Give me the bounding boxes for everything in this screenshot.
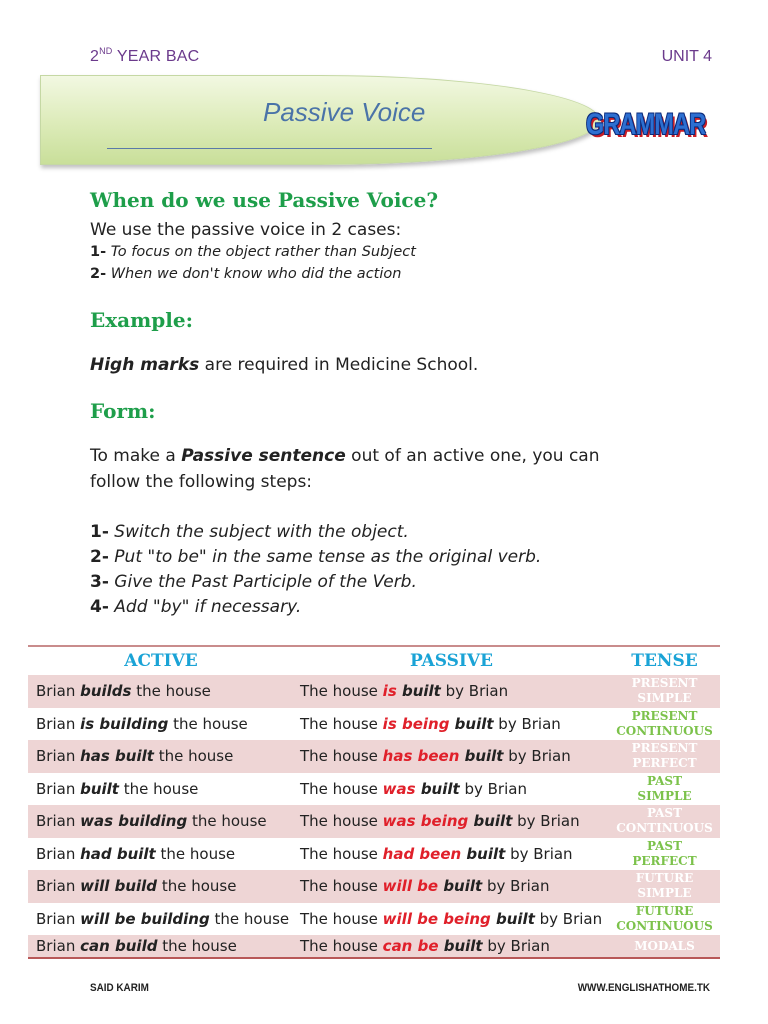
when-intro: We use the passive voice in 2 cases:	[90, 220, 402, 240]
tense-cell: PRESENT SIMPLE	[631, 676, 698, 706]
tense-cell: PRESENT PERFECT	[631, 741, 698, 771]
case-item: 1- To focus on the object rather than Subject	[90, 244, 416, 260]
form-heading: Form:	[90, 399, 156, 423]
passive-cell: The house had been built by Brian	[300, 844, 573, 863]
passive-cell: The house is built by Brian	[300, 682, 509, 701]
tense-cell: PAST CONTINUOUS	[616, 806, 713, 836]
active-cell: Brian is building the house	[36, 714, 248, 733]
table-row	[28, 870, 720, 903]
table-bottom-border	[28, 957, 720, 959]
table-row	[28, 805, 720, 838]
case-item: 2- When we don't know who did the action	[90, 266, 402, 282]
active-cell: Brian was building the house	[36, 812, 267, 831]
passive-cell: The house will be built by Brian	[300, 877, 550, 896]
header-tense: TENSE	[631, 650, 698, 671]
page-title: Passive Voice	[263, 97, 426, 127]
tense-cell: MODALS	[634, 938, 695, 953]
year-text: YEAR BAC	[112, 48, 200, 65]
table-header-row	[28, 647, 720, 675]
year-number: 2	[90, 48, 100, 65]
example-sentence: High marks are required in Medicine School.	[90, 355, 479, 375]
class-level-label	[90, 48, 199, 66]
tense-cell: FUTURE CONTINUOUS	[616, 903, 713, 933]
step-item: 1- Switch the subject with the object.	[90, 522, 409, 542]
passive-cell: The house was being built by Brian	[300, 812, 580, 831]
active-cell: Brian builds the house	[36, 682, 211, 701]
when-heading: When do we use Passive Voice?	[90, 188, 439, 212]
table-row	[28, 935, 720, 957]
table-row	[28, 740, 720, 773]
step-item: 4- Add "by" if necessary.	[90, 597, 302, 617]
table-row	[28, 773, 720, 806]
header-active: ACTIVE	[124, 651, 198, 671]
header-passive: PASSIVE	[409, 651, 494, 671]
active-cell: Brian had built the house	[36, 844, 236, 863]
step-item: 3- Give the Past Participle of the Verb.	[90, 572, 417, 592]
tense-cell: PAST SIMPLE	[637, 773, 692, 803]
active-cell: Brian can build the house	[36, 937, 237, 955]
passive-cell: The house can be built by Brian	[300, 937, 550, 955]
passive-cell: The house has been built by Brian	[300, 747, 571, 766]
table-row	[28, 838, 720, 871]
title-underline	[107, 148, 432, 149]
form-intro-line1: To make a Passive sentence out of an active one, you can	[90, 446, 600, 466]
step-item: 2- Put "to be" in the same tense as the original verb.	[90, 547, 542, 567]
footer-author: SAID KARIM	[90, 982, 149, 994]
tense-cell: FUTURE SIMPLE	[635, 871, 694, 901]
grammar-logo: GRAMMAR	[586, 108, 706, 141]
form-intro-line2: follow the following steps:	[90, 472, 313, 492]
year-superscript: ND	[99, 46, 113, 56]
active-cell: Brian has built the house	[36, 747, 234, 766]
footer-website: WWW.ENGLISHATHOME.TK	[577, 982, 710, 994]
passive-cell: The house was built by Brian	[300, 779, 527, 798]
table-row	[28, 675, 720, 708]
unit-label: UNIT 4	[661, 48, 712, 65]
passive-cell: The house will be being built by Brian	[300, 909, 603, 928]
active-cell: Brian will build the house	[36, 877, 237, 896]
active-cell: Brian will be building the house	[36, 909, 290, 928]
table-row	[28, 708, 720, 741]
example-heading: Example:	[90, 308, 193, 332]
active-cell: Brian built the house	[36, 779, 199, 798]
tenses-table	[28, 645, 720, 959]
tense-cell: PAST PERFECT	[632, 838, 697, 868]
passive-cell: The house is being built by Brian	[300, 714, 561, 733]
table-row	[28, 903, 720, 936]
tense-cell: PRESENT CONTINUOUS	[616, 708, 713, 738]
